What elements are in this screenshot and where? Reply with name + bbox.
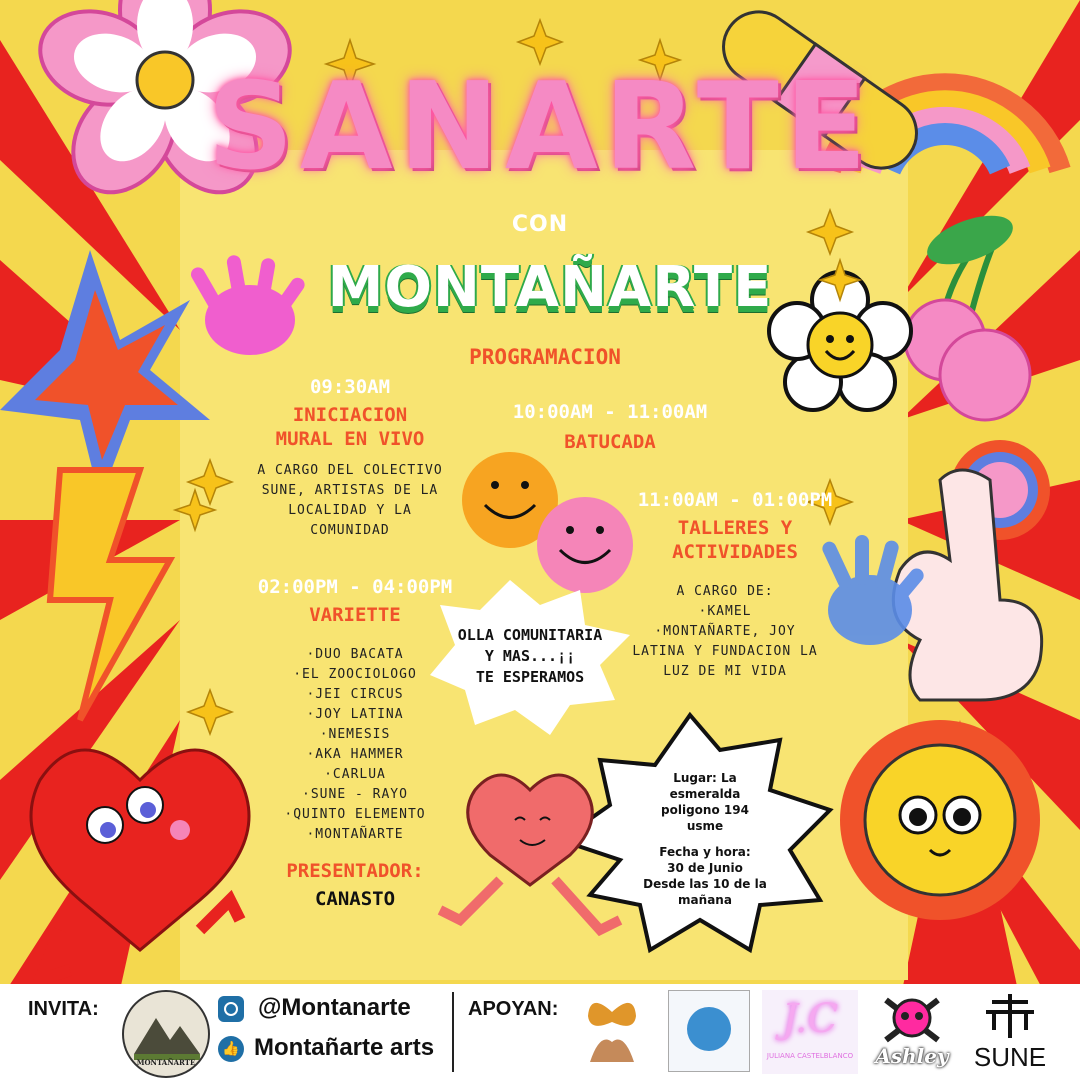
variette-title: VARIETTE [309, 604, 401, 626]
ashley-label: Ashley [875, 1044, 949, 1068]
talleres-title-2: ACTIVIDADES [672, 541, 798, 563]
act-item: ·EL ZOOCIOLOGO [293, 667, 417, 682]
jc-sub: JULIANA CASTELBLANCO [766, 1052, 854, 1060]
act-item: ·QUINTO ELEMENTO [284, 807, 426, 822]
poster-title: SANARTE [207, 58, 873, 197]
olla-text [430, 625, 630, 688]
lugar-line: Lugar: La [673, 771, 737, 785]
act-item: ·SUNE - RAYO [302, 787, 408, 802]
apoyan-label: APOYAN: [468, 998, 559, 1020]
logo-label: MONTAÑARTE [136, 1058, 196, 1067]
footer-divider [452, 992, 454, 1072]
mural-title-1: INICIACION [292, 404, 408, 426]
talleres-desc [615, 582, 835, 682]
mural-time: 09:30AM [309, 376, 391, 398]
batucada-time: 10:00AM - 11:00AM [512, 401, 708, 423]
footer-bar [0, 984, 1080, 1080]
skull-crossbones-icon [872, 990, 952, 1046]
fecha-line: Desde las 10 de la [643, 877, 767, 891]
jc-logo [762, 990, 858, 1074]
variette-time: 02:00PM - 04:00PM [257, 576, 453, 598]
invita-label: INVITA: [28, 998, 99, 1020]
brand-title: MONTAÑARTE [327, 255, 773, 320]
olla-line: Y MAS...¡¡ [484, 647, 576, 665]
talleres-title-1: TALLERES Y [677, 517, 793, 539]
talleres-time: 11:00AM - 01:00PM [637, 489, 833, 511]
mural-block [235, 375, 465, 541]
fecha-line: 30 de Junio [667, 861, 743, 875]
butterfly-icon [580, 992, 644, 1072]
sun-icon [840, 720, 1040, 920]
fundacion-logo [668, 990, 750, 1072]
sune-glyph-icon [972, 990, 1048, 1040]
batucada-title: BATUCADA [564, 431, 656, 453]
instagram-icon [218, 996, 244, 1022]
presentador-name: CANASTO [314, 888, 396, 910]
act-item: ·NEMESIS [319, 727, 391, 742]
jc-mark: J.C [781, 996, 839, 1042]
mural-desc-line: SUNE, ARTISTAS DE LA [261, 483, 439, 498]
ashley-logo [872, 990, 952, 1074]
instagram-handle[interactable]: @Montanarte [258, 994, 411, 1021]
mural-desc-line: COMUNIDAD [310, 523, 390, 538]
dove-icon [687, 1007, 731, 1051]
talleres-desc-line: ·KAMEL [698, 604, 752, 619]
act-item: ·JOY LATINA [306, 707, 404, 722]
facebook-page[interactable]: Montañarte arts [254, 1034, 435, 1061]
talleres-desc-line: A CARGO DE: [676, 584, 774, 599]
lugar-line: poligono 194 [661, 803, 749, 817]
butterfly-hands-logo [580, 992, 644, 1072]
lugar-line: esmeralda [669, 787, 741, 801]
talleres-block [615, 488, 855, 564]
lugar-line: usme [686, 819, 724, 833]
act-item: ·MONTAÑARTE [306, 827, 404, 842]
info-text [630, 770, 780, 908]
act-item: ·DUO BACATA [306, 647, 404, 662]
talleres-desc-line: LATINA Y FUNDACION LA [632, 644, 818, 659]
montanarte-logo [122, 990, 210, 1078]
sune-logo [972, 990, 1048, 1074]
mural-title-2: MURAL EN VIVO [275, 428, 425, 450]
talleres-desc-line: LUZ DE MI VIDA [663, 664, 787, 679]
thumbs-up-like-icon: 👍 [218, 1036, 244, 1062]
act-item: ·CARLUA [324, 767, 386, 782]
mural-desc-line: LOCALIDAD Y LA [288, 503, 412, 518]
olla-line: OLLA COMUNITARIA [457, 626, 603, 644]
talleres-desc-line: ·MONTAÑARTE, JOY [654, 624, 796, 639]
batucada-block [490, 400, 730, 454]
mural-desc-line: A CARGO DEL COLECTIVO [257, 463, 443, 478]
programacion-heading: PROGRAMACION [469, 345, 621, 369]
sune-label: SUNE [973, 1042, 1047, 1072]
olla-line: TE ESPERAMOS [475, 668, 585, 686]
con-label: CON [511, 212, 569, 237]
fecha-line: mañana [678, 893, 732, 907]
act-item: ·JEI CIRCUS [306, 687, 404, 702]
fecha-line: Fecha y hora: [659, 845, 751, 859]
act-item: ·AKA HAMMER [306, 747, 404, 762]
presentador-label: PRESENTADOR: [286, 860, 424, 882]
